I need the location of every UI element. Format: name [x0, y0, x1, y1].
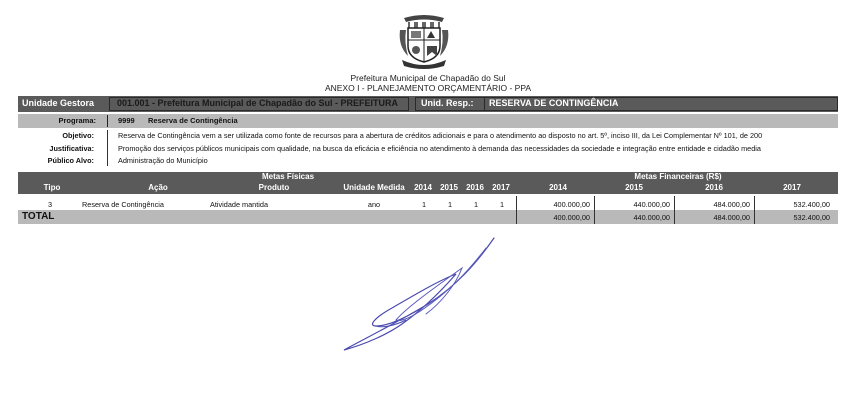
annex-title: ANEXO I - PLANEJAMENTO ORÇAMENTÁRIO - PPA — [324, 83, 532, 93]
fin-divider-4 — [754, 196, 755, 224]
row-tipo: 3 — [47, 200, 53, 209]
col-fin-2015: 2015 — [625, 183, 643, 192]
program-name: Reserva de Contingência — [148, 116, 238, 125]
row-q2014: 1 — [421, 200, 427, 209]
row-v2016: 484.000,00 — [713, 200, 750, 209]
col-acao: Ação — [148, 183, 168, 192]
justificativa-label: Justificativa: — [49, 144, 94, 153]
row-q2017: 1 — [499, 200, 505, 209]
row-q2015: 1 — [447, 200, 453, 209]
unit-value: 001.001 - Prefeitura Municipal de Chapadão do Sul - PREFEITURA — [117, 98, 399, 108]
coat-of-arms-logo — [396, 12, 452, 70]
col-fin-2016: 2016 — [705, 183, 723, 192]
handwritten-signature — [336, 234, 506, 354]
program-code: 9999 — [118, 116, 135, 125]
col-fin-2017: 2017 — [783, 183, 801, 192]
col-produto: Produto — [258, 183, 290, 192]
col-meta-2017: 2017 — [492, 183, 510, 192]
fin-divider-1 — [516, 196, 517, 224]
fin-divider-2 — [594, 196, 595, 224]
program-label: Programa: — [58, 116, 96, 125]
col-meta-2015: 2015 — [440, 183, 458, 192]
institution-title: Prefeitura Municipal de Chapadão do Sul — [350, 73, 506, 83]
col-meta-2014: 2014 — [414, 183, 432, 192]
total-label: TOTAL — [22, 211, 55, 222]
total-2014: 400.000,00 — [553, 213, 590, 222]
row-produto: Atividade mantida — [210, 200, 269, 209]
col-meta-2016: 2016 — [466, 183, 484, 192]
fin-divider-3 — [674, 196, 675, 224]
row-v2015: 440.000,00 — [633, 200, 670, 209]
objetivo-text: Reserva de Contingência vem a ser utilizada como fonte de recursos para a abertura de créditos adicionais e para o atendimento ao disposto no art. 5º, inciso III, da Lei Complementar Nº 101, de 200 — [118, 131, 763, 140]
col-tipo: Tipo — [43, 183, 61, 192]
unit-label: Unidade Gestora — [22, 98, 95, 108]
justificativa-text: Promoção dos serviços públicos municipais com qualidade, na busca da eficácia e eficiência no atendimento à demanda das necessidades da sociedade e integração entre entidade e cidadão media — [118, 144, 761, 153]
metas-fisicas-heading: Metas Físicas — [261, 172, 315, 181]
objetivo-label: Objetivo: — [62, 131, 94, 140]
total-2016: 484.000,00 — [713, 213, 750, 222]
col-fin-2014: 2014 — [549, 183, 567, 192]
metas-financeiras-heading: Metas Financeiras (R$) — [634, 172, 722, 181]
publico-alvo-label: Público Alvo: — [47, 156, 94, 165]
program-row — [18, 114, 838, 128]
unit-row — [18, 96, 838, 112]
col-unidade-medida: Unidade Medida — [343, 183, 405, 192]
unit-resp-label: Unid. Resp.: — [421, 98, 474, 108]
total-2017: 532.400,00 — [793, 213, 830, 222]
row-unidade: ano — [367, 200, 381, 209]
total-2015: 440.000,00 — [633, 213, 670, 222]
publico-alvo-text: Administração do Município — [118, 156, 208, 165]
row-v2017: 532.400,00 — [793, 200, 830, 209]
row-acao: Reserva de Contingência — [82, 200, 164, 209]
row-q2016: 1 — [473, 200, 479, 209]
details-divider — [107, 130, 108, 166]
column-header-row — [18, 183, 838, 194]
unit-resp-value: RESERVA DE CONTINGÊNCIA — [489, 98, 619, 108]
total-row — [18, 210, 838, 224]
row-v2014: 400.000,00 — [553, 200, 590, 209]
metas-header-row — [18, 172, 838, 183]
